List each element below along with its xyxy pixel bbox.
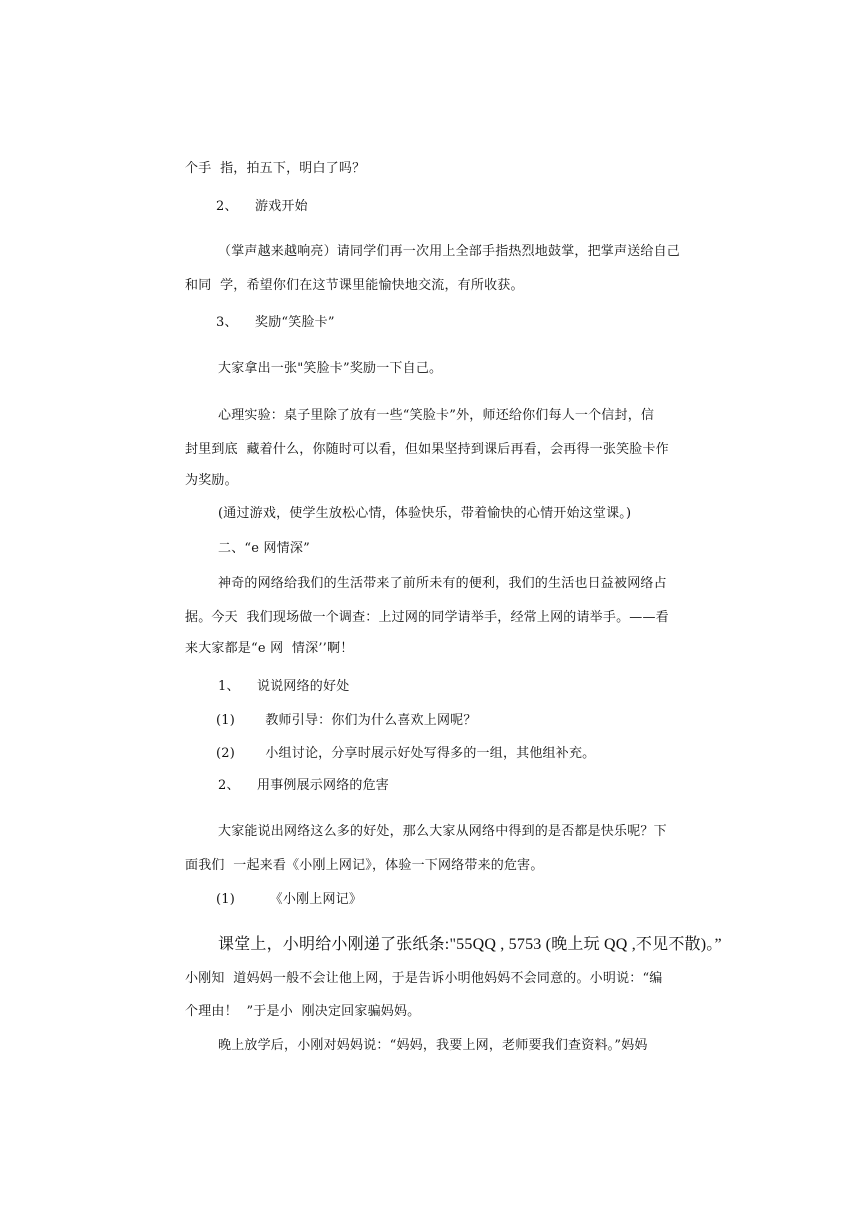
text-line: 面我们 一起来看《小刚上网记》，体验一下网络带来的危害。 [185, 858, 544, 873]
text-line: 个手 指，拍五下，明白了吗？ [185, 161, 366, 176]
text-line: 神奇的网络给我们的生活带来了前所未有的便利，我们的生活也日益被网络占 [218, 576, 667, 591]
text-line: (通过游戏，使学生放松心情，体验快乐，带着愉快的心情开始这堂课。) [218, 506, 632, 521]
section-heading: 3、 奖励“笑脸卡” [216, 315, 335, 330]
section-heading: 二、“e 网情深” [218, 541, 310, 556]
text-line: 小刚知 道妈妈一般不会让他上网，于是告诉小明他妈妈不会同意的。小明说：“编 [185, 971, 663, 986]
section-heading: 2、 游戏开始 [216, 199, 308, 214]
list-item: (1) 教师引导：你们为什么喜欢上网呢？ [216, 713, 477, 728]
text-line: （掌声越来越响亮）请同学们再一次用上全部手指热烈地鼓掌，把掌声送给自己 [218, 244, 681, 259]
text-line: 课堂上，小明给小刚递了张纸条:"55QQ , 5753 (晚上玩 QQ ,不见不散)。” [218, 936, 722, 953]
text-line: 心理实验：桌子里除了放有一些“笑脸卡”外，师还给你们每人一个信封，信 [218, 408, 655, 423]
list-item: (1) 《小刚上网记》 [216, 892, 363, 907]
text-line: 封里到底 藏着什么，你随时可以看，但如果坚持到课后再看，会再得一张笑脸卡作 [185, 442, 669, 457]
text-line: 个理由！ ”于是小 刚决定回家骗妈妈。 [185, 1004, 421, 1019]
list-item: (2) 小组讨论，分享时展示好处写得多的一组，其他组补充。 [216, 746, 596, 761]
section-heading: 1、 说说网络的好处 [218, 679, 350, 694]
text-line: 来大家都是“e 网 情深’’啊！ [185, 641, 354, 656]
text-line: 为奖励。 [185, 473, 238, 488]
text-line: 大家能说出网络这么多的好处，那么大家从网络中得到的是否都是快乐呢？下 [218, 824, 667, 839]
text-line: 和同 学，希望你们在这节课里能愉快地交流，有所收获。 [185, 278, 524, 293]
section-heading: 2、 用事例展示网络的危害 [218, 778, 390, 793]
text-line: 大家拿出一张"笑脸卡”奖励一下自己。 [218, 361, 443, 376]
text-line: 晚上放学后，小刚对妈妈说：“妈妈，我要上网，老师要我们查资料。”妈妈 [218, 1038, 648, 1053]
text-line: 据。今天 我们现场做一个调查：上过网的同学请举手，经常上网的请举手。——看 [185, 610, 669, 625]
